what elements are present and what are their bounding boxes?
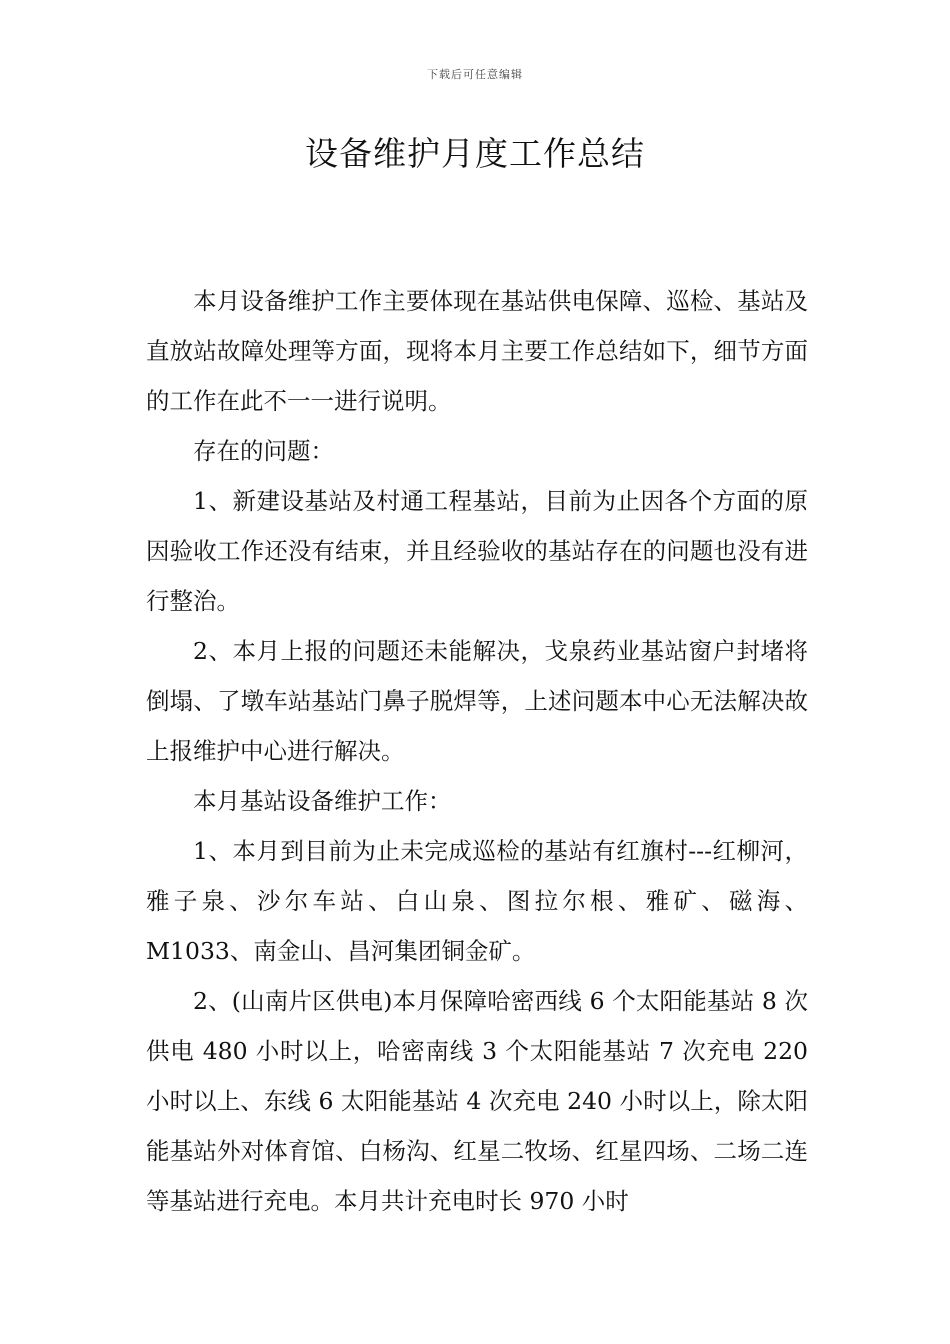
- paragraph-issue-1: 1、新建设基站及村通工程基站，目前为止因各个方面的原因验收工作还没有结束，并且经验收的基站存在的问题也没有进行整治。: [146, 487, 808, 615]
- header-note: 下载后可任意编辑: [427, 68, 523, 81]
- document-title: 设备维护月度工作总结: [305, 134, 645, 173]
- paragraph-work-1: 1、本月到目前为止未完成巡检的基站有红旗村---红柳河，雅子泉、沙尔车站、白山泉、图拉尔根、雅矿、磁海、M1033、南金山、昌河集团铜金矿。: [146, 837, 808, 965]
- paragraph-issues-heading: 存在的问题：: [193, 437, 334, 465]
- paragraph-work-2: 2、(山南片区供电)本月保障哈密西线 6 个太阳能基站 8 次供电 480 小时以上，哈密南线 3 个太阳能基站 7 次充电 220 小时以上、东线 6 太阳能基站 4 次充电 240 小时以上，除太阳能基站外对体育馆、白杨沟、红星二牧场、红星四场、二场二连等基站进行充电。本月共计充电时长 970 小时: [146, 987, 808, 1215]
- paragraph-issue-2: 2、本月上报的问题还未能解决，戈泉药业基站窗户封堵将倒塌、了墩车站基站门鼻子脱焊等，上述问题本中心无法解决故上报维护中心进行解决。: [146, 637, 808, 765]
- document-body: [146, 276, 808, 1226]
- paragraph-intro: 本月设备维护工作主要体现在基站供电保障、巡检、基站及直放站故障处理等方面，现将本月主要工作总结如下，细节方面的工作在此不一一进行说明。: [146, 287, 808, 415]
- paragraph-work-heading: 本月基站设备维护工作：: [193, 787, 452, 815]
